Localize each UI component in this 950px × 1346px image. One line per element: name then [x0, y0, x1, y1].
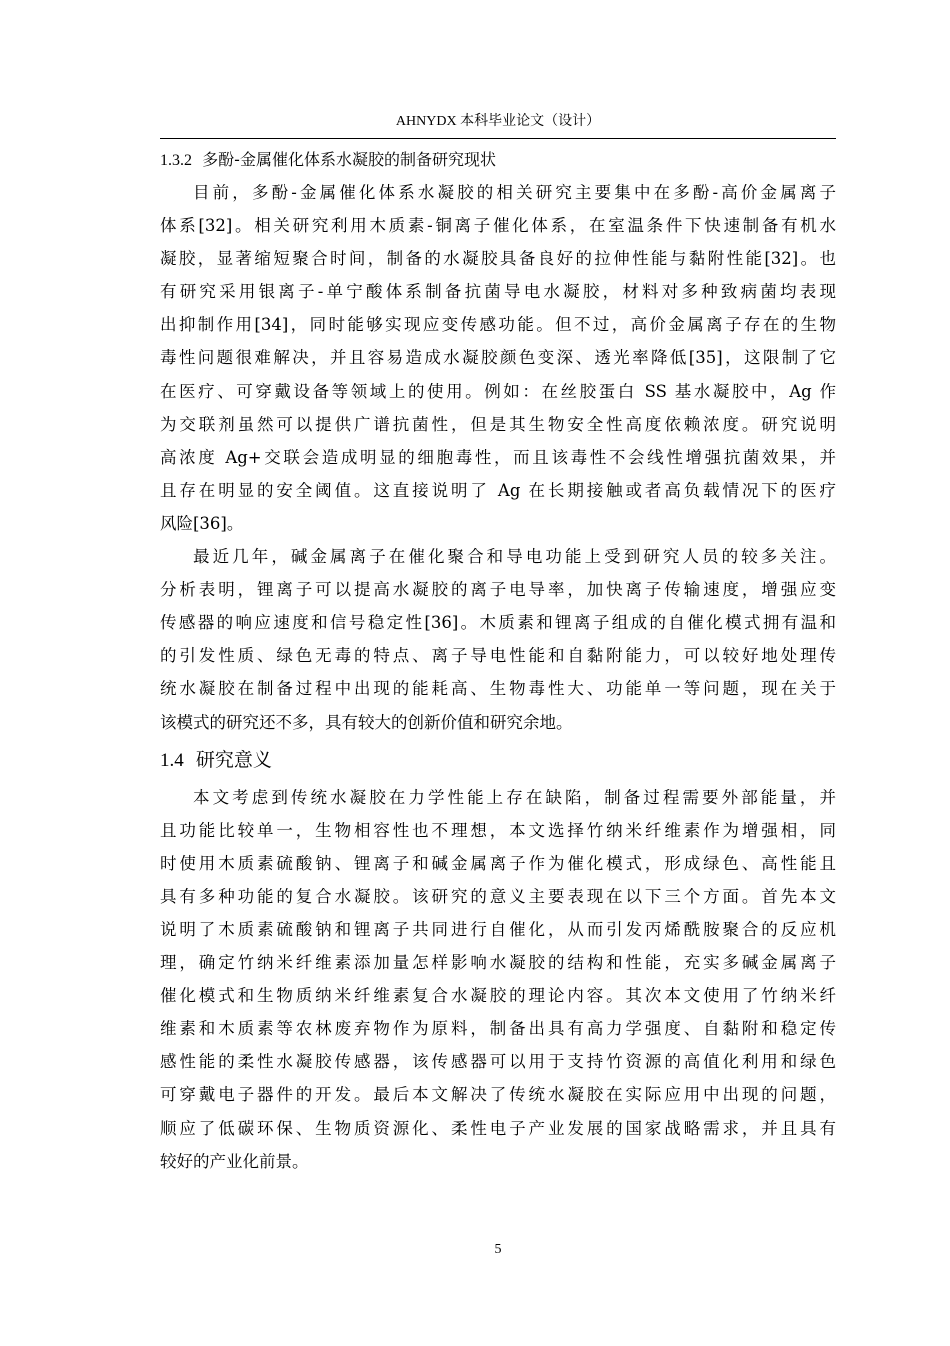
text-line: 统水凝胶在制备过程中出现的能耗高、生物毒性大、功能单一等问题，现在关于 — [160, 679, 836, 699]
text-line: 毒性问题很难解决，并且容易造成水凝胶颜色变深、透光率降低[35]，这限制了它 — [160, 348, 836, 368]
page-body — [160, 144, 836, 1178]
text-line: 感性能的柔性水凝胶传感器，该传感器可以用于支持竹资源的高值化利用和绿色 — [160, 1052, 836, 1072]
section-heading-1-3-2 — [160, 144, 836, 176]
text-line: 传感器的响应速度和信号稳定性[36]。木质素和锂离子组成的自催化模式拥有温和 — [160, 613, 836, 633]
text-line: 具有多种功能的复合水凝胶。该研究的意义主要表现在以下三个方面。首先本文 — [160, 886, 836, 906]
text-line: 有研究采用银离子-单宁酸体系制备抗菌导电水凝胶，材料对多种致病菌均表现 — [160, 282, 836, 302]
text-line: 且存在明显的安全阈值。这直接说明了 Ag 在长期接触或者高负载情况下的医疗 — [160, 480, 836, 500]
text-line: 的引发性质、绿色无毒的特点、离子导电性能和自黏附能力，可以较好地处理传 — [160, 646, 836, 666]
running-header: AHNYDX 本科毕业论文（设计） — [395, 114, 601, 129]
text-line: 在医疗、可穿戴设备等领域上的使用。例如：在丝胶蛋白 SS 基水凝胶中，Ag 作 — [160, 381, 836, 401]
text-line: 维素和木质素等农林废弃物作为原料，制备出具有高力学强度、自黏附和稳定传 — [160, 1019, 836, 1039]
text-line: 高浓度 Ag+交联会造成明显的细胞毒性，而且该毒性不会线性增强抗菌效果，并 — [160, 447, 836, 467]
page-number: 5 — [494, 1242, 502, 1257]
text-line: 分析表明，锂离子可以提高水凝胶的离子电导率，加快离子传输速度，增强应变 — [160, 580, 836, 600]
text-line: 较好的产业化前景。 — [160, 1151, 309, 1171]
text-line: 凝胶，显著缩短聚合时间，制备的水凝胶具备良好的拉伸性能与黏附性能[32]。也 — [160, 249, 836, 269]
text-line: 体系[32]。相关研究利用木质素-铜离子催化体系，在室温条件下快速制备有机水 — [160, 216, 836, 236]
text-line: 且功能比较单一，生物相容性也不理想，本文选择竹纳米纤维素作为增强相，同 — [160, 820, 836, 840]
text-line: 催化模式和生物质纳米纤维素复合水凝胶的理论内容。其次本文使用了竹纳米纤 — [160, 986, 836, 1006]
section-1-4-body — [160, 781, 836, 1178]
text-line: 顺应了低碳环保、生物质资源化、柔性电子产业发展的国家战略需求，并且具有 — [160, 1118, 836, 1138]
section-heading-1-4 — [160, 741, 836, 779]
header-rule — [160, 138, 836, 139]
text-line: 说明了木质素硫酸钠和锂离子共同进行自催化，从而引发丙烯酰胺聚合的反应机 — [160, 919, 836, 939]
section-title: 多酚-金属催化体系水凝胶的制备研究现状 — [202, 150, 496, 169]
text-line: 目前，多酚-金属催化体系水凝胶的相关研究主要集中在多酚-高价金属离子 — [193, 183, 836, 202]
section-1-3-2-body — [160, 176, 836, 739]
text-line: 风险[36]。 — [160, 513, 244, 533]
text-line: 可穿戴电子器件的开发。最后本文解决了传统水凝胶在实际应用中出现的问题， — [160, 1085, 836, 1105]
text-line: 理，确定竹纳米纤维素添加量怎样影响水凝胶的结构和性能，充实多碱金属离子 — [160, 953, 836, 973]
text-line: 该模式的研究还不多，具有较大的创新价值和研究余地。 — [160, 712, 573, 732]
text-line: 本文考虑到传统水凝胶在力学性能上存在缺陷，制备过程需要外部能量，并 — [193, 787, 836, 807]
section-number: 1.4 — [160, 749, 184, 771]
section-number: 1.3.2 — [160, 152, 192, 169]
text-line: 最近几年，碱金属离子在催化聚合和导电功能上受到研究人员的较多关注。 — [193, 547, 836, 567]
text-line: 时使用木质素硫酸钠、锂离子和碱金属离子作为催化模式，形成绿色、高性能且 — [160, 853, 836, 873]
text-line: 出抑制作用[34]，同时能够实现应变传感功能。但不过，高价金属离子存在的生物 — [160, 315, 836, 335]
text-line: 为交联剂虽然可以提供广谱抗菌性，但是其生物安全性高度依赖浓度。研究说明 — [160, 414, 836, 434]
section-title: 研究意义 — [195, 748, 272, 771]
